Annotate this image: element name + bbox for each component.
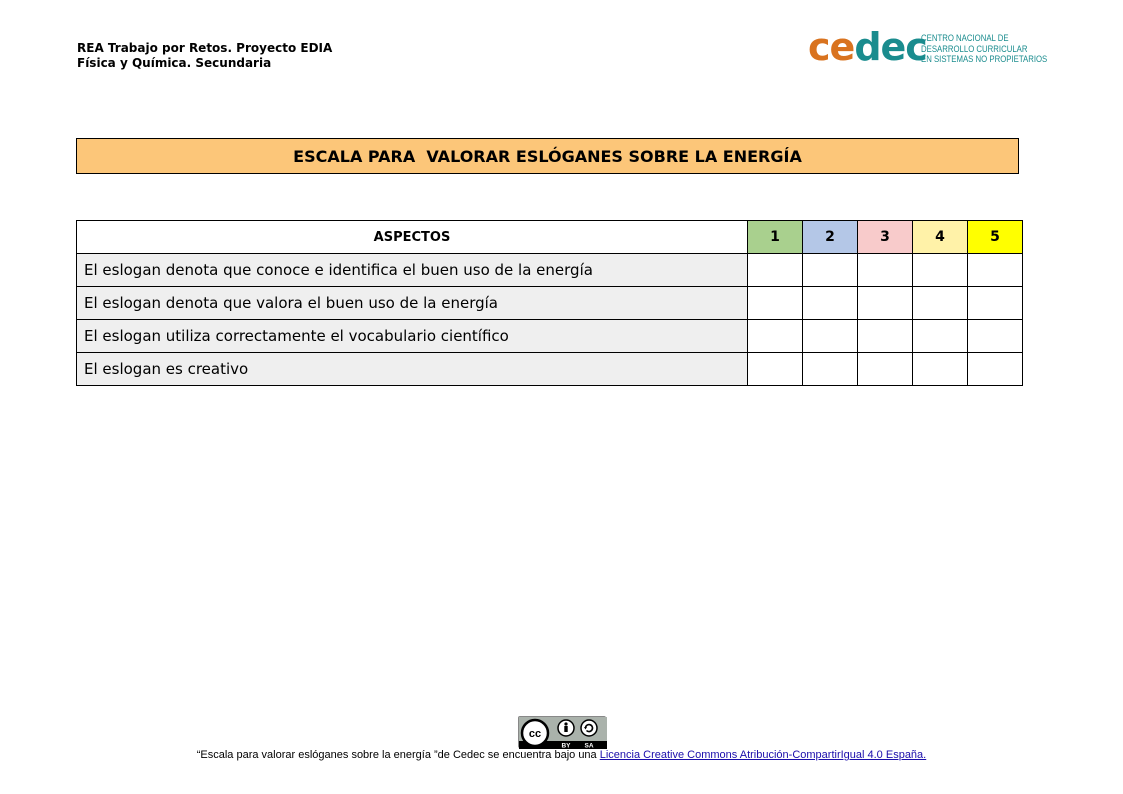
aspect-text: El eslogan es creativo xyxy=(77,353,748,386)
rating-cell[interactable] xyxy=(913,254,968,287)
rating-cell[interactable] xyxy=(858,320,913,353)
table-row xyxy=(77,254,1023,287)
credit-text: “Escala para valorar eslóganes sobre la energía ”de Cedec se encuentra bajo una xyxy=(196,749,600,761)
header-subject-line: Física y Química. Secundaria xyxy=(77,56,272,70)
rating-scale-table xyxy=(76,220,1023,386)
document-title: ESCALA PARA VALORAR ESLÓGANES SOBRE LA ENERGÍA xyxy=(76,138,1019,174)
rating-cell[interactable] xyxy=(803,254,858,287)
level-4-header: 4 xyxy=(913,221,968,254)
table-header-row xyxy=(77,221,1023,254)
rating-cell[interactable] xyxy=(913,320,968,353)
rating-cell[interactable] xyxy=(858,353,913,386)
header-project-line: REA Trabajo por Retos. Proyecto EDIA xyxy=(77,41,333,55)
license-link[interactable]: Licencia Creative Commons Atribución-CompartirIgual 4.0 España. xyxy=(599,749,927,761)
table-row xyxy=(77,320,1023,353)
rating-cell[interactable] xyxy=(913,353,968,386)
aspects-header: ASPECTOS xyxy=(77,221,748,254)
level-3-header: 3 xyxy=(858,221,913,254)
rating-cell[interactable] xyxy=(968,353,1023,386)
document-header xyxy=(77,41,332,71)
by-label: BY xyxy=(560,742,571,749)
rating-cell[interactable] xyxy=(748,287,803,320)
cedec-logo-word: cedec xyxy=(808,25,927,69)
level-1-header: 1 xyxy=(748,221,803,254)
aspect-text: El eslogan utiliza correctamente el vocabulario científico xyxy=(77,320,748,353)
rating-cell[interactable] xyxy=(968,254,1023,287)
svg-text:cc: cc xyxy=(528,728,541,740)
sa-icon xyxy=(581,720,597,736)
rating-cell[interactable] xyxy=(803,287,858,320)
aspect-text: El eslogan denota que conoce e identifica el buen uso de la energía xyxy=(77,254,748,287)
license-badge-wrap xyxy=(0,716,1123,752)
rating-cell[interactable] xyxy=(748,353,803,386)
rating-cell[interactable] xyxy=(748,254,803,287)
rating-cell[interactable] xyxy=(748,320,803,353)
level-2-header: 2 xyxy=(803,221,858,254)
rating-cell[interactable] xyxy=(858,287,913,320)
rating-cell[interactable] xyxy=(803,320,858,353)
table-row xyxy=(77,287,1023,320)
rating-cell[interactable] xyxy=(913,287,968,320)
aspect-text: El eslogan denota que valora el buen uso de la energía xyxy=(77,287,748,320)
rating-cell[interactable] xyxy=(858,254,913,287)
cc-badge-graphic xyxy=(519,717,607,749)
cedec-logo-text: CENTRO NACIONAL DE DESARROLLO CURRICULAR EN SISTEMAS NO PROPIETARIOS xyxy=(921,33,1048,65)
table-row xyxy=(77,353,1023,386)
level-5-header: 5 xyxy=(968,221,1023,254)
rating-cell[interactable] xyxy=(803,353,858,386)
rating-cell[interactable] xyxy=(968,287,1023,320)
cc-by-sa-badge[interactable] xyxy=(518,716,606,748)
rating-cell[interactable] xyxy=(968,320,1023,353)
license-credit xyxy=(0,749,1123,761)
sa-label: SA xyxy=(583,742,594,749)
